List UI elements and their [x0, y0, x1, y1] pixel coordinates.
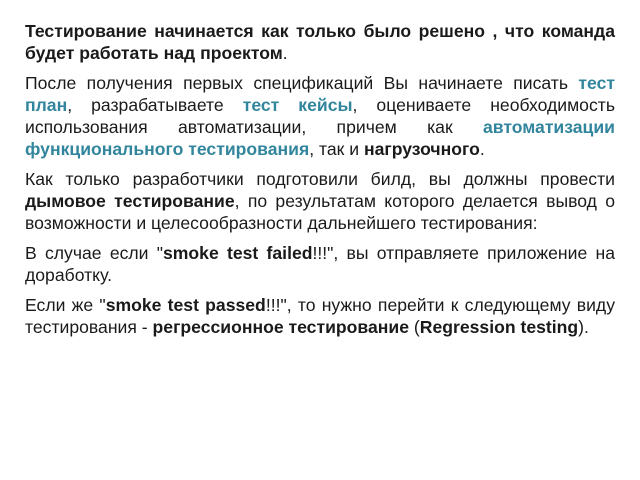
paragraph-start-of-testing [25, 20, 615, 64]
paragraph-specifications [25, 72, 615, 160]
text-run: ( [409, 317, 420, 337]
term-test-cases: тест кейсы [242, 95, 353, 115]
term-smoke-test-failed: smoke test failed [163, 243, 313, 263]
text-run: В случае если " [25, 243, 163, 263]
text-run: , по результатам которого делается вывод о возможности и целесообразности дальнейшего тестирования: [25, 191, 615, 233]
text-run: . [479, 139, 485, 159]
term-load-testing: нагрузочного [363, 139, 480, 159]
term-regression-testing-en: Regression testing [419, 317, 579, 337]
term-regression-testing-ru: регрессионное тестирование [152, 317, 409, 337]
text-run: ). [578, 317, 589, 337]
paragraph-smoke-testing [25, 168, 615, 234]
term-smoke-testing: дымовое тестирование [25, 191, 235, 211]
text-run: , так и [309, 139, 364, 159]
text-run: !!!", вы отправляете приложение на доработку. [25, 243, 615, 285]
paragraph-smoke-passed [25, 294, 615, 338]
term-test-plan: тест план [25, 73, 615, 115]
text-run: Если же " [25, 295, 106, 315]
text-run: Как только разработчики подготовили билд, вы должны провести [25, 169, 615, 189]
text-run: Тестирование начинается как только было решено , что команда будет работать над проектом [25, 21, 615, 63]
paragraph-smoke-failed [25, 242, 615, 286]
text-run: !!!", то нужно перейти к следующему виду тестирования - [25, 295, 615, 337]
text-run: , разрабатываете [67, 95, 243, 115]
text-run: , оцениваете необходимость использования автоматизации, причем как [25, 95, 615, 137]
text-run: . [282, 43, 288, 63]
term-functional-automation: автоматизации функционального тестирования [25, 117, 615, 159]
text-run: После получения первых спецификаций Вы начинаете писать [25, 73, 579, 93]
term-smoke-test-passed: smoke test passed [105, 295, 266, 315]
slide-body [25, 20, 615, 465]
